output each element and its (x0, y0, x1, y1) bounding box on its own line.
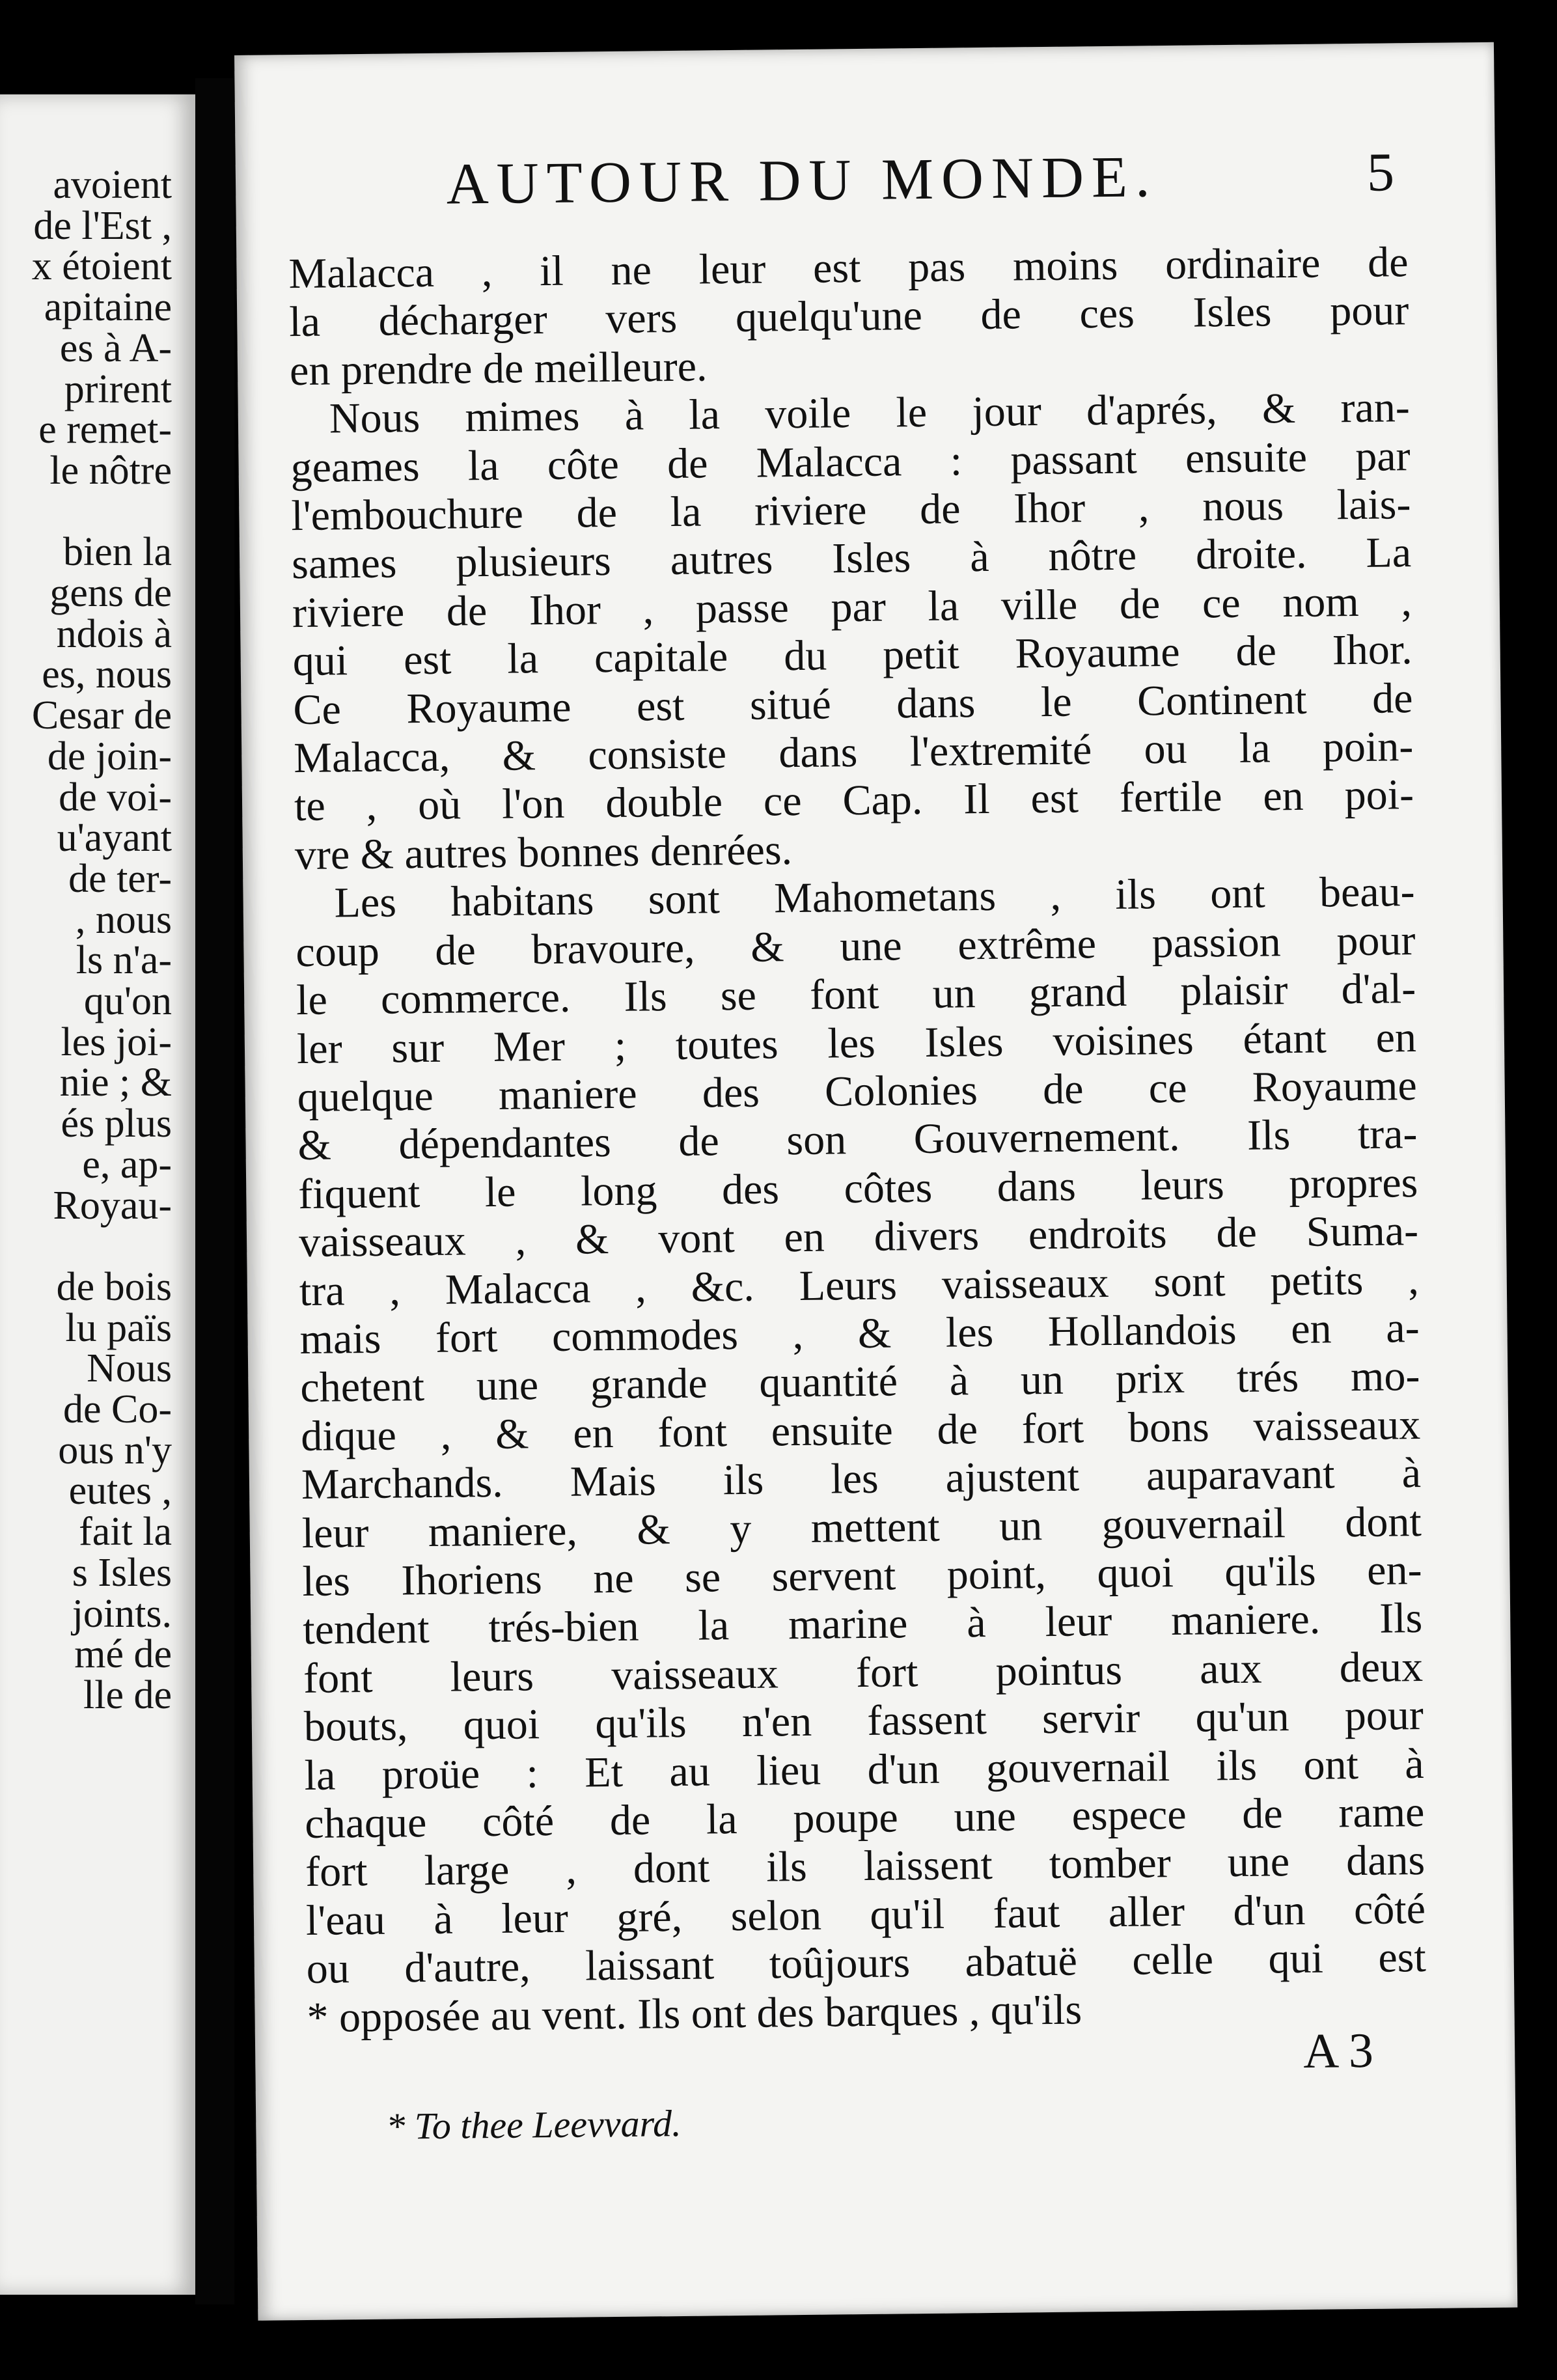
text-line: fiquent le long des côtes dans leurs propres (297, 1158, 1418, 1218)
text-line: ler sur Mer ; toutes les Isles voisines étant en (296, 1013, 1417, 1073)
left-page-line: joints. (72, 1591, 172, 1636)
left-page-line: de join- (47, 734, 172, 779)
text-line: leur maniere, & y mettent un gouvernail dont (301, 1497, 1422, 1557)
text-line: tra , Malacca , &c. Leurs vaisseaux sont petits , (299, 1255, 1420, 1315)
text-line: quelque maniere des Colonies de ce Royaume (297, 1061, 1418, 1121)
left-page-line: e, ap- (82, 1142, 172, 1187)
left-page-line: es, nous (42, 652, 172, 697)
text-line: les Ihoriens ne se servent point, quoi qu'ils en- (302, 1545, 1422, 1606)
left-page-line: s Isles (72, 1550, 172, 1595)
text-line: vaisseaux , & vont en divers endroits de Suma- (298, 1207, 1419, 1267)
left-page-line: mé de (74, 1632, 172, 1677)
left-page-line: avoient (53, 163, 172, 207)
left-page-line: , nous (75, 897, 172, 942)
text-line: tendent trés-bien la marine à leur maniere. Ils (302, 1594, 1423, 1654)
text-line: coup de bravoure, & une extrême passion pour (296, 916, 1416, 976)
text-line: te , où l'on double ce Cap. Il est fertile en poi- (294, 771, 1414, 831)
text-line: & dépendantes de son Gouvernement. Ils tra- (297, 1110, 1418, 1170)
left-page-line: x étoient (31, 244, 172, 289)
left-page-line: de Co- (62, 1387, 172, 1432)
text-line: mais fort commodes , & les Hollandois en a- (299, 1303, 1420, 1363)
page-number: 5 (1366, 142, 1395, 203)
text-line: chaque côté de la poupe une espece de rame (305, 1788, 1425, 1848)
text-line: le commerce. Ils se font un grand plaisir d'al- (296, 965, 1416, 1025)
signature-mark: A 3 (1302, 2023, 1374, 2079)
text-line: la proüe : Et au lieu d'un gouvernail ils ont à (304, 1739, 1424, 1799)
left-page-line: de l'Est , (33, 203, 172, 248)
footnote: * To thee Leevvard. (385, 2101, 682, 2148)
left-page-line: eutes , (68, 1469, 172, 1514)
text-line: Malacca, & consiste dans l'extremité ou la poin- (293, 723, 1414, 782)
text-line: geames la côte de Malacca : passant ensuite par (290, 432, 1411, 491)
text-line: dique , & en font ensuite de fort bons vaisseaux (300, 1400, 1421, 1460)
book-gutter (195, 78, 234, 2304)
text-line: en prendre de meilleure. (289, 342, 708, 394)
left-page-line: lu païs (65, 1305, 172, 1350)
left-page-edge (0, 94, 195, 2295)
page-header (314, 141, 1395, 217)
text-line: Les habitans sont Mahometans , ils ont beau- (334, 868, 1415, 927)
left-page-line: es à A- (59, 325, 172, 370)
left-page-line: e remet- (38, 408, 172, 452)
text-line: qui est la capitale du petit Royaume de Ihor. (292, 626, 1413, 685)
left-page-line: gens de (49, 571, 172, 615)
left-page-line: bien la (63, 530, 172, 575)
text-line: sames plusieurs autres Isles à nôtre droite. La (291, 529, 1412, 588)
left-page-line: prirent (64, 367, 172, 411)
left-page-line: ndois à (56, 611, 172, 656)
text-line: riviere de Ihor , passe par la ville de ce nom , (292, 577, 1412, 637)
text-line: Ce Royaume est situé dans le Continent de (293, 674, 1413, 734)
text-line: font leurs vaisseaux fort pointus aux deux (303, 1642, 1424, 1702)
text-line: * opposée au vent. Ils ont des barques , qu'ils (307, 1986, 1082, 2041)
text-line: l'embouchure de la riviere de Ihor , nous lais- (291, 480, 1411, 540)
text-line: l'eau à leur gré, selon qu'il faut aller d'un côté (305, 1885, 1426, 1944)
text-line: la décharger vers quelqu'une de ces Isles pour (288, 286, 1409, 346)
left-page-line: és plus (61, 1101, 172, 1146)
text-line: bouts, quoi qu'ils n'en fassent servir qu'un pour (303, 1691, 1424, 1751)
left-page-line: apitaine (44, 285, 172, 330)
left-page-line: ous n'y (58, 1428, 172, 1473)
left-page-line: de voi- (59, 775, 172, 820)
left-page-line: nie ; & (59, 1060, 172, 1105)
main-page (234, 42, 1517, 2321)
body-text (288, 238, 1427, 2042)
left-page-line: de ter- (68, 856, 172, 901)
text-line: fort large , dont ils laissent tomber une dans (305, 1836, 1426, 1896)
left-page-line: de bois (56, 1264, 172, 1309)
left-page-line: qu'on (83, 979, 172, 1023)
left-page-line: fait la (79, 1510, 172, 1555)
text-line: ou d'autre, laissant toûjours abatuë celle qui est (306, 1933, 1427, 1993)
left-page-line: Cesar de (31, 693, 172, 738)
left-page-line: u'ayant (57, 816, 172, 861)
left-page-line: ls n'a- (76, 938, 172, 983)
text-line: Malacca , il ne leur est pas moins ordinaire de (288, 238, 1409, 298)
running-head: AUTOUR DU MONDE. (446, 145, 1158, 217)
left-page-line: le nôtre (49, 448, 172, 493)
text-line: vre & autres bonnes denrées. (294, 825, 793, 879)
left-page-line: Nous (87, 1346, 172, 1391)
text-line: Nous mimes à la voile le jour d'aprés, & ran- (329, 383, 1411, 443)
left-page-line: lle de (83, 1672, 172, 1717)
text-line: chetent une grande quantité à un prix trés mo- (300, 1352, 1420, 1412)
left-page-line: les joi- (61, 1019, 172, 1064)
text-line: Marchands. Mais ils les ajustent auparavant à (301, 1449, 1422, 1509)
left-page-line: Royau- (53, 1183, 172, 1228)
